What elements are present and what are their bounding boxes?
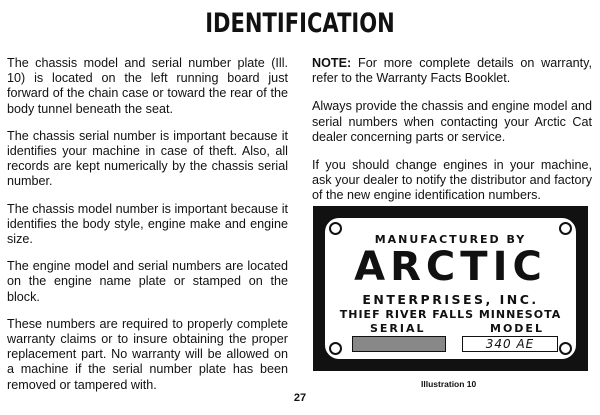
paragraph-provide-numbers: Always provide the chassis and engine model and serial numbers when contacting your Arctic Cat dealer concerning parts or service. xyxy=(312,99,592,144)
paragraph-engine-numbers: The engine model and serial numbers are located on the engine name plate or stamped on the block. xyxy=(7,259,288,304)
serial-redaction xyxy=(353,337,445,351)
paragraph-plate-location: The chassis model and serial number plate (Ill. 10) is located on the left running board just forward of the chain case or toward the rear of the body tunnel beneath the seat. xyxy=(7,56,288,116)
note-paragraph xyxy=(312,56,592,86)
plate-model-field: 340 AE xyxy=(462,336,558,352)
rivet-hole-icon xyxy=(329,342,342,355)
right-column xyxy=(312,56,592,217)
plate-brand: ARCTIC xyxy=(354,244,547,290)
serial-number-plate-illustration xyxy=(313,206,588,371)
left-column xyxy=(7,56,288,405)
paragraph-warranty-requirement: These numbers are required to properly complete warranty claims or to insure obtaining the proper replacement part. No warranty will be allowed on a machine if the serial number plate has been removed or tampered with. xyxy=(7,316,288,392)
plate-enterprises: ENTERPRISES, INC. xyxy=(362,292,539,307)
note-text: For more complete details on warranty, refer to the Warranty Facts Booklet. xyxy=(312,56,592,86)
rivet-hole-icon xyxy=(559,342,572,355)
plate-serial-label: SERIAL xyxy=(370,322,426,335)
plate-location: THIEF RIVER FALLS MINNESOTA xyxy=(339,308,562,321)
illustration-caption: Illustration 10 xyxy=(421,379,477,389)
plate-model-label: MODEL xyxy=(490,322,544,335)
plate-serial-field xyxy=(352,336,446,352)
paragraph-serial-importance: The chassis serial number is important because it identifies your machine in case of theft. Also, all records are kept numerically by the chassis serial number. xyxy=(7,128,288,189)
plate-face xyxy=(323,216,578,361)
note-label: NOTE: xyxy=(312,56,352,70)
paragraph-model-importance: The chassis model number is important because it identifies the body style, engine make and engine size. xyxy=(7,201,288,247)
plate-manufactured-by: MANUFACTURED BY xyxy=(374,233,527,246)
paragraph-change-engines: If you should change engines in your machine, ask your dealer to notify the distributor and factory of the new engine identification numbers. xyxy=(312,158,592,203)
page-number: 27 xyxy=(293,392,307,404)
page-title: IDENTIFICATION xyxy=(205,8,395,39)
